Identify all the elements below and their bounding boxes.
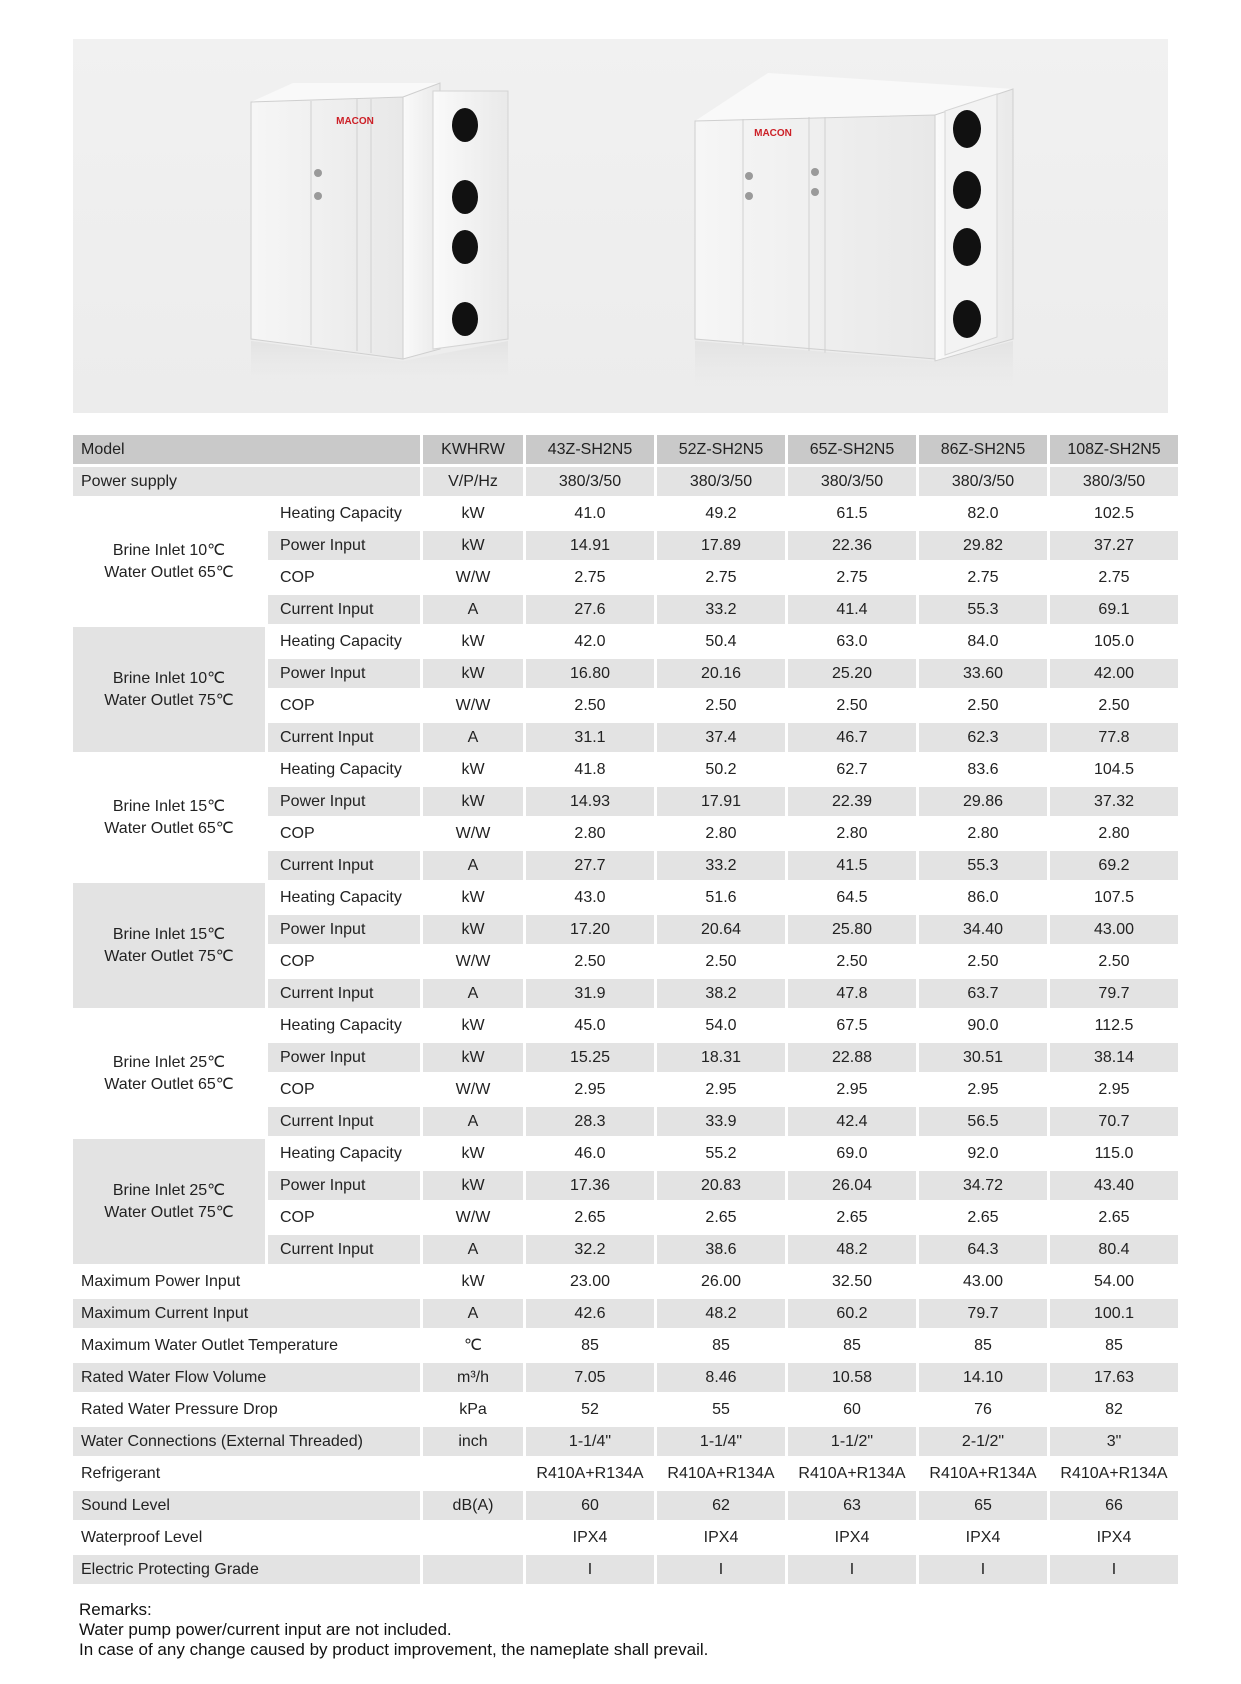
table-cell: 41.5 bbox=[788, 851, 916, 880]
parameter-name: COP bbox=[268, 1075, 420, 1104]
parameter-name: Current Input bbox=[268, 1235, 420, 1264]
table-row bbox=[73, 1363, 1178, 1392]
table-cell: 41.8 bbox=[526, 755, 654, 784]
table-cell: 85 bbox=[526, 1331, 654, 1360]
table-cell: 2.95 bbox=[657, 1075, 785, 1104]
table-cell: 41.4 bbox=[788, 595, 916, 624]
condition-brine-inlet: Brine Inlet 25℃ bbox=[112, 1181, 226, 1199]
table-cell: 2.95 bbox=[526, 1075, 654, 1104]
table-cell: 79.7 bbox=[919, 1299, 1047, 1328]
table-cell: 2.75 bbox=[788, 563, 916, 592]
table-cell: 28.3 bbox=[526, 1107, 654, 1136]
row-unit: kW bbox=[423, 1139, 523, 1168]
row-unit: W/W bbox=[423, 691, 523, 720]
table-cell: 54.00 bbox=[1050, 1267, 1178, 1296]
parameter-name: Current Input bbox=[268, 595, 420, 624]
table-cell: 29.86 bbox=[919, 787, 1047, 816]
table-cell: 17.91 bbox=[657, 787, 785, 816]
table-cell: 14.93 bbox=[526, 787, 654, 816]
table-cell: I bbox=[919, 1555, 1047, 1584]
table-cell: 62.3 bbox=[919, 723, 1047, 752]
table-cell: 10.58 bbox=[788, 1363, 916, 1392]
table-cell: 43.0 bbox=[526, 883, 654, 912]
table-cell: 31.9 bbox=[526, 979, 654, 1008]
row-unit bbox=[423, 1555, 523, 1584]
parameter-name: COP bbox=[268, 947, 420, 976]
row-unit: W/W bbox=[423, 1203, 523, 1232]
table-cell: 102.5 bbox=[1050, 499, 1178, 528]
table-cell: 2.50 bbox=[526, 691, 654, 720]
table-cell: 60.2 bbox=[788, 1299, 916, 1328]
test-condition bbox=[73, 627, 265, 752]
table-cell: 41.0 bbox=[526, 499, 654, 528]
table-cell: IPX4 bbox=[1050, 1523, 1178, 1552]
row-label: Sound Level bbox=[73, 1491, 420, 1520]
table-cell: 2.65 bbox=[657, 1203, 785, 1232]
parameter-name: Current Input bbox=[268, 723, 420, 752]
table-cell: 2.65 bbox=[788, 1203, 916, 1232]
table-row bbox=[73, 1139, 1178, 1168]
table-cell: 15.25 bbox=[526, 1043, 654, 1072]
row-unit: kW bbox=[423, 787, 523, 816]
table-cell: 42.6 bbox=[526, 1299, 654, 1328]
row-unit: W/W bbox=[423, 819, 523, 848]
row-unit: A bbox=[423, 1107, 523, 1136]
condition-brine-inlet: Brine Inlet 25℃ bbox=[112, 1053, 226, 1071]
table-cell: 2.50 bbox=[788, 691, 916, 720]
table-cell: 2.50 bbox=[657, 947, 785, 976]
table-cell: IPX4 bbox=[788, 1523, 916, 1552]
right-unit-brand-logo: MACON bbox=[754, 128, 792, 139]
table-cell: 380/3/50 bbox=[788, 467, 916, 496]
table-cell: 1-1/2" bbox=[788, 1427, 916, 1456]
table-cell: 43.00 bbox=[1050, 915, 1178, 944]
table-cell: 380/3/50 bbox=[919, 467, 1047, 496]
model-label: Model bbox=[73, 435, 420, 464]
table-row bbox=[73, 1299, 1178, 1328]
parameter-name: Heating Capacity bbox=[268, 499, 420, 528]
table-cell: 2.75 bbox=[919, 563, 1047, 592]
row-unit bbox=[423, 1459, 523, 1488]
row-label: Rated Water Flow Volume bbox=[73, 1363, 420, 1392]
table-cell: 63.7 bbox=[919, 979, 1047, 1008]
remarks-line: Water pump power/current input are not included. bbox=[79, 1620, 452, 1639]
table-cell: I bbox=[526, 1555, 654, 1584]
table-cell: 20.16 bbox=[657, 659, 785, 688]
table-cell: 52 bbox=[526, 1395, 654, 1424]
table-cell: 43.40 bbox=[1050, 1171, 1178, 1200]
remarks-title: Remarks: bbox=[79, 1600, 152, 1619]
row-label: Electric Protecting Grade bbox=[73, 1555, 420, 1584]
table-cell: 85 bbox=[657, 1331, 785, 1360]
table-cell: 66 bbox=[1050, 1491, 1178, 1520]
table-cell: 22.39 bbox=[788, 787, 916, 816]
table-cell: 42.0 bbox=[526, 627, 654, 656]
condition-brine-inlet: Brine Inlet 10℃ bbox=[112, 541, 226, 559]
row-unit: dB(A) bbox=[423, 1491, 523, 1520]
table-cell: 2.75 bbox=[526, 563, 654, 592]
table-cell: 2.80 bbox=[788, 819, 916, 848]
table-cell: 112.5 bbox=[1050, 1011, 1178, 1040]
table-cell: 69.0 bbox=[788, 1139, 916, 1168]
row-unit: kW bbox=[423, 499, 523, 528]
table-cell: 37.4 bbox=[657, 723, 785, 752]
parameter-name: Power Input bbox=[268, 915, 420, 944]
table-cell: 3" bbox=[1050, 1427, 1178, 1456]
table-cell: 2-1/2" bbox=[919, 1427, 1047, 1456]
table-cell: 65 bbox=[919, 1491, 1047, 1520]
table-cell: 17.36 bbox=[526, 1171, 654, 1200]
table-row bbox=[73, 1011, 1178, 1040]
parameter-name: COP bbox=[268, 691, 420, 720]
row-unit: kW bbox=[423, 1011, 523, 1040]
condition-brine-inlet: Brine Inlet 10℃ bbox=[112, 669, 226, 687]
table-cell: 2.50 bbox=[1050, 947, 1178, 976]
model-name: 65Z-SH2N5 bbox=[788, 435, 916, 464]
table-cell: 104.5 bbox=[1050, 755, 1178, 784]
condition-water-outlet: Water Outlet 65℃ bbox=[104, 563, 234, 581]
parameter-name: Power Input bbox=[268, 1043, 420, 1072]
parameter-name: Heating Capacity bbox=[268, 883, 420, 912]
table-cell: 50.4 bbox=[657, 627, 785, 656]
table-cell: 62.7 bbox=[788, 755, 916, 784]
row-label: Rated Water Pressure Drop bbox=[81, 1401, 278, 1418]
table-cell: 62 bbox=[657, 1491, 785, 1520]
parameter-name: Power Input bbox=[268, 1171, 420, 1200]
table-cell: 107.5 bbox=[1050, 883, 1178, 912]
table-cell: 16.80 bbox=[526, 659, 654, 688]
model-series: KWHRW bbox=[423, 435, 523, 464]
table-cell: 115.0 bbox=[1050, 1139, 1178, 1168]
table-cell: 380/3/50 bbox=[657, 467, 785, 496]
table-cell: 2.50 bbox=[1050, 691, 1178, 720]
table-cell: R410A+R134A bbox=[526, 1459, 654, 1488]
row-unit: A bbox=[423, 723, 523, 752]
row-unit: W/W bbox=[423, 563, 523, 592]
table-cell: 85 bbox=[919, 1331, 1047, 1360]
condition-water-outlet: Water Outlet 75℃ bbox=[104, 947, 234, 965]
row-label: Refrigerant bbox=[81, 1465, 161, 1482]
row-unit: kW bbox=[423, 883, 523, 912]
table-cell: 25.80 bbox=[788, 915, 916, 944]
table-cell: 2.65 bbox=[1050, 1203, 1178, 1232]
table-cell: 33.9 bbox=[657, 1107, 785, 1136]
row-unit: kW bbox=[423, 1043, 523, 1072]
table-header-row bbox=[73, 435, 1178, 464]
table-cell: 105.0 bbox=[1050, 627, 1178, 656]
table-cell: R410A+R134A bbox=[919, 1459, 1047, 1488]
row-unit: A bbox=[423, 595, 523, 624]
parameter-name: COP bbox=[268, 563, 420, 592]
table-cell: 70.7 bbox=[1050, 1107, 1178, 1136]
table-row bbox=[73, 1555, 1178, 1584]
table-cell: 32.2 bbox=[526, 1235, 654, 1264]
table-cell: 14.91 bbox=[526, 531, 654, 560]
table-cell: 38.6 bbox=[657, 1235, 785, 1264]
table-row bbox=[73, 1395, 1178, 1424]
table-row bbox=[73, 755, 1178, 784]
table-cell: 17.20 bbox=[526, 915, 654, 944]
table-cell: 60 bbox=[526, 1491, 654, 1520]
table-cell: 76 bbox=[919, 1395, 1047, 1424]
table-row bbox=[73, 1267, 1178, 1296]
table-cell: 29.82 bbox=[919, 531, 1047, 560]
table-cell: 45.0 bbox=[526, 1011, 654, 1040]
row-unit: A bbox=[423, 1235, 523, 1264]
table-cell: 46.0 bbox=[526, 1139, 654, 1168]
table-cell: 55.3 bbox=[919, 595, 1047, 624]
row-unit: inch bbox=[423, 1427, 523, 1456]
table-cell: 17.89 bbox=[657, 531, 785, 560]
table-cell: 55.3 bbox=[919, 851, 1047, 880]
row-unit: A bbox=[423, 1299, 523, 1328]
test-condition bbox=[73, 883, 265, 1008]
row-unit: m³/h bbox=[423, 1363, 523, 1392]
table-cell: 7.05 bbox=[526, 1363, 654, 1392]
table-cell: 55 bbox=[657, 1395, 785, 1424]
row-unit: V/P/Hz bbox=[423, 467, 523, 496]
table-cell: 48.2 bbox=[788, 1235, 916, 1264]
table-cell: 34.72 bbox=[919, 1171, 1047, 1200]
table-cell: 26.04 bbox=[788, 1171, 916, 1200]
table-cell: 63 bbox=[788, 1491, 916, 1520]
remarks-section bbox=[79, 1600, 708, 1660]
table-cell: 2.80 bbox=[919, 819, 1047, 848]
table-cell: 48.2 bbox=[657, 1299, 785, 1328]
condition-brine-inlet: Brine Inlet 15℃ bbox=[112, 925, 226, 943]
table-cell: 69.2 bbox=[1050, 851, 1178, 880]
condition-water-outlet: Water Outlet 75℃ bbox=[104, 691, 234, 709]
table-cell: 2.80 bbox=[526, 819, 654, 848]
row-unit: W/W bbox=[423, 947, 523, 976]
table-cell: 2.65 bbox=[919, 1203, 1047, 1232]
table-cell: 1-1/4" bbox=[657, 1427, 785, 1456]
model-name: 43Z-SH2N5 bbox=[526, 435, 654, 464]
row-unit: kW bbox=[423, 531, 523, 560]
table-cell: 2.50 bbox=[526, 947, 654, 976]
table-cell: 26.00 bbox=[657, 1267, 785, 1296]
row-unit: kW bbox=[423, 915, 523, 944]
table-cell: 14.10 bbox=[919, 1363, 1047, 1392]
table-row bbox=[73, 499, 1178, 528]
table-cell: 46.7 bbox=[788, 723, 916, 752]
table-cell: 79.7 bbox=[1050, 979, 1178, 1008]
table-cell: 8.46 bbox=[657, 1363, 785, 1392]
table-row bbox=[73, 627, 1178, 656]
model-name: 86Z-SH2N5 bbox=[919, 435, 1047, 464]
row-unit: kW bbox=[423, 755, 523, 784]
table-row bbox=[73, 1459, 1178, 1488]
table-cell: 63.0 bbox=[788, 627, 916, 656]
table-cell: 22.88 bbox=[788, 1043, 916, 1072]
row-unit: kW bbox=[423, 627, 523, 656]
heat-pump-unit-right bbox=[695, 73, 1013, 409]
parameter-name: Power Input bbox=[268, 787, 420, 816]
row-label: Water Connections (External Threaded) bbox=[73, 1427, 420, 1456]
table-cell: 20.64 bbox=[657, 915, 785, 944]
model-name: 52Z-SH2N5 bbox=[657, 435, 785, 464]
parameter-name: Heating Capacity bbox=[268, 755, 420, 784]
row-label: Maximum Water Outlet Temperature bbox=[81, 1337, 338, 1354]
table-cell: 49.2 bbox=[657, 499, 785, 528]
table-cell: 22.36 bbox=[788, 531, 916, 560]
row-label: Maximum Current Input bbox=[73, 1299, 420, 1328]
table-cell: 34.40 bbox=[919, 915, 1047, 944]
table-cell: 38.14 bbox=[1050, 1043, 1178, 1072]
table-cell: 2.80 bbox=[657, 819, 785, 848]
table-cell: 17.63 bbox=[1050, 1363, 1178, 1392]
table-cell: 33.60 bbox=[919, 659, 1047, 688]
row-unit: ℃ bbox=[423, 1331, 523, 1360]
row-label: Maximum Power Input bbox=[81, 1273, 241, 1290]
parameter-name: Heating Capacity bbox=[268, 1139, 420, 1168]
table-cell: 37.27 bbox=[1050, 531, 1178, 560]
table-row bbox=[73, 1491, 1178, 1520]
table-cell: 64.3 bbox=[919, 1235, 1047, 1264]
table-row bbox=[73, 1427, 1178, 1456]
table-cell: IPX4 bbox=[526, 1523, 654, 1552]
table-cell: 2.65 bbox=[526, 1203, 654, 1232]
table-cell: 51.6 bbox=[657, 883, 785, 912]
row-unit bbox=[423, 1523, 523, 1552]
table-cell: 64.5 bbox=[788, 883, 916, 912]
product-photo bbox=[73, 39, 1168, 413]
table-cell: IPX4 bbox=[657, 1523, 785, 1552]
table-cell: 2.95 bbox=[919, 1075, 1047, 1104]
table-cell: 20.83 bbox=[657, 1171, 785, 1200]
table-cell: 86.0 bbox=[919, 883, 1047, 912]
product-photo-banner bbox=[73, 39, 1168, 413]
table-cell: R410A+R134A bbox=[657, 1459, 785, 1488]
table-cell: 43.00 bbox=[919, 1267, 1047, 1296]
table-cell: 80.4 bbox=[1050, 1235, 1178, 1264]
table-row bbox=[73, 467, 1178, 496]
table-cell: 56.5 bbox=[919, 1107, 1047, 1136]
row-unit: kW bbox=[423, 659, 523, 688]
row-unit: kW bbox=[423, 1171, 523, 1200]
table-cell: 90.0 bbox=[919, 1011, 1047, 1040]
table-cell: 92.0 bbox=[919, 1139, 1047, 1168]
table-cell: 2.75 bbox=[1050, 563, 1178, 592]
table-cell: 1-1/4" bbox=[526, 1427, 654, 1456]
row-unit: A bbox=[423, 979, 523, 1008]
row-unit: kW bbox=[423, 1267, 523, 1296]
table-cell: 380/3/50 bbox=[1050, 467, 1178, 496]
table-cell: 42.4 bbox=[788, 1107, 916, 1136]
table-cell: 2.95 bbox=[788, 1075, 916, 1104]
table-cell: 31.1 bbox=[526, 723, 654, 752]
table-cell: 42.00 bbox=[1050, 659, 1178, 688]
table-cell: 27.7 bbox=[526, 851, 654, 880]
table-cell: 2.95 bbox=[1050, 1075, 1178, 1104]
heat-pump-unit-left bbox=[251, 83, 508, 399]
parameter-name: COP bbox=[268, 819, 420, 848]
test-condition bbox=[73, 755, 265, 880]
table-cell: 27.6 bbox=[526, 595, 654, 624]
table-cell: 18.31 bbox=[657, 1043, 785, 1072]
table-cell: 82 bbox=[1050, 1395, 1178, 1424]
table-cell: 33.2 bbox=[657, 595, 785, 624]
table-cell: 47.8 bbox=[788, 979, 916, 1008]
parameter-name: Current Input bbox=[268, 979, 420, 1008]
table-cell: I bbox=[657, 1555, 785, 1584]
table-cell: 30.51 bbox=[919, 1043, 1047, 1072]
parameter-name: COP bbox=[268, 1203, 420, 1232]
test-condition bbox=[73, 1011, 265, 1136]
table-cell: 23.00 bbox=[526, 1267, 654, 1296]
table-cell: 83.6 bbox=[919, 755, 1047, 784]
parameter-name: Current Input bbox=[268, 851, 420, 880]
table-cell: 77.8 bbox=[1050, 723, 1178, 752]
parameter-name: Power Input bbox=[268, 659, 420, 688]
table-cell: 2.50 bbox=[788, 947, 916, 976]
row-label: Power supply bbox=[73, 467, 420, 496]
table-cell: 2.50 bbox=[919, 947, 1047, 976]
row-unit: kPa bbox=[423, 1395, 523, 1424]
table-cell: 85 bbox=[1050, 1331, 1178, 1360]
table-cell: I bbox=[788, 1555, 916, 1584]
table-cell: 55.2 bbox=[657, 1139, 785, 1168]
table-cell: 69.1 bbox=[1050, 595, 1178, 624]
parameter-name: Heating Capacity bbox=[268, 627, 420, 656]
table-row bbox=[73, 1331, 1178, 1360]
remarks-line: In case of any change caused by product improvement, the nameplate shall prevail. bbox=[79, 1640, 709, 1659]
table-cell: 100.1 bbox=[1050, 1299, 1178, 1328]
table-cell: 2.75 bbox=[657, 563, 785, 592]
row-label: Waterproof Level bbox=[81, 1529, 203, 1546]
parameter-name: Power Input bbox=[268, 531, 420, 560]
table-cell: 84.0 bbox=[919, 627, 1047, 656]
table-cell: I bbox=[1050, 1555, 1178, 1584]
table-cell: 37.32 bbox=[1050, 787, 1178, 816]
table-cell: 85 bbox=[788, 1331, 916, 1360]
table-cell: 33.2 bbox=[657, 851, 785, 880]
table-cell: IPX4 bbox=[919, 1523, 1047, 1552]
table-cell: R410A+R134A bbox=[788, 1459, 916, 1488]
table-cell: 32.50 bbox=[788, 1267, 916, 1296]
table-cell: R410A+R134A bbox=[1050, 1459, 1178, 1488]
parameter-name: Heating Capacity bbox=[268, 1011, 420, 1040]
specification-table bbox=[70, 432, 1181, 1587]
table-cell: 25.20 bbox=[788, 659, 916, 688]
model-name: 108Z-SH2N5 bbox=[1050, 435, 1178, 464]
table-cell: 2.80 bbox=[1050, 819, 1178, 848]
condition-water-outlet: Water Outlet 65℃ bbox=[104, 1075, 234, 1093]
table-cell: 38.2 bbox=[657, 979, 785, 1008]
condition-brine-inlet: Brine Inlet 15℃ bbox=[112, 797, 226, 815]
parameter-name: Current Input bbox=[268, 1107, 420, 1136]
table-cell: 2.50 bbox=[657, 691, 785, 720]
test-condition bbox=[73, 499, 265, 624]
table-cell: 61.5 bbox=[788, 499, 916, 528]
row-unit: A bbox=[423, 851, 523, 880]
table-cell: 380/3/50 bbox=[526, 467, 654, 496]
table-cell: 54.0 bbox=[657, 1011, 785, 1040]
table-cell: 82.0 bbox=[919, 499, 1047, 528]
table-cell: 50.2 bbox=[657, 755, 785, 784]
condition-water-outlet: Water Outlet 75℃ bbox=[104, 1203, 234, 1221]
row-unit: W/W bbox=[423, 1075, 523, 1104]
test-condition bbox=[73, 1139, 265, 1264]
left-unit-brand-logo: MACON bbox=[336, 116, 374, 127]
condition-water-outlet: Water Outlet 65℃ bbox=[104, 819, 234, 837]
table-row bbox=[73, 883, 1178, 912]
table-row bbox=[73, 1523, 1178, 1552]
table-cell: 2.50 bbox=[919, 691, 1047, 720]
table-cell: 60 bbox=[788, 1395, 916, 1424]
table-cell: 67.5 bbox=[788, 1011, 916, 1040]
